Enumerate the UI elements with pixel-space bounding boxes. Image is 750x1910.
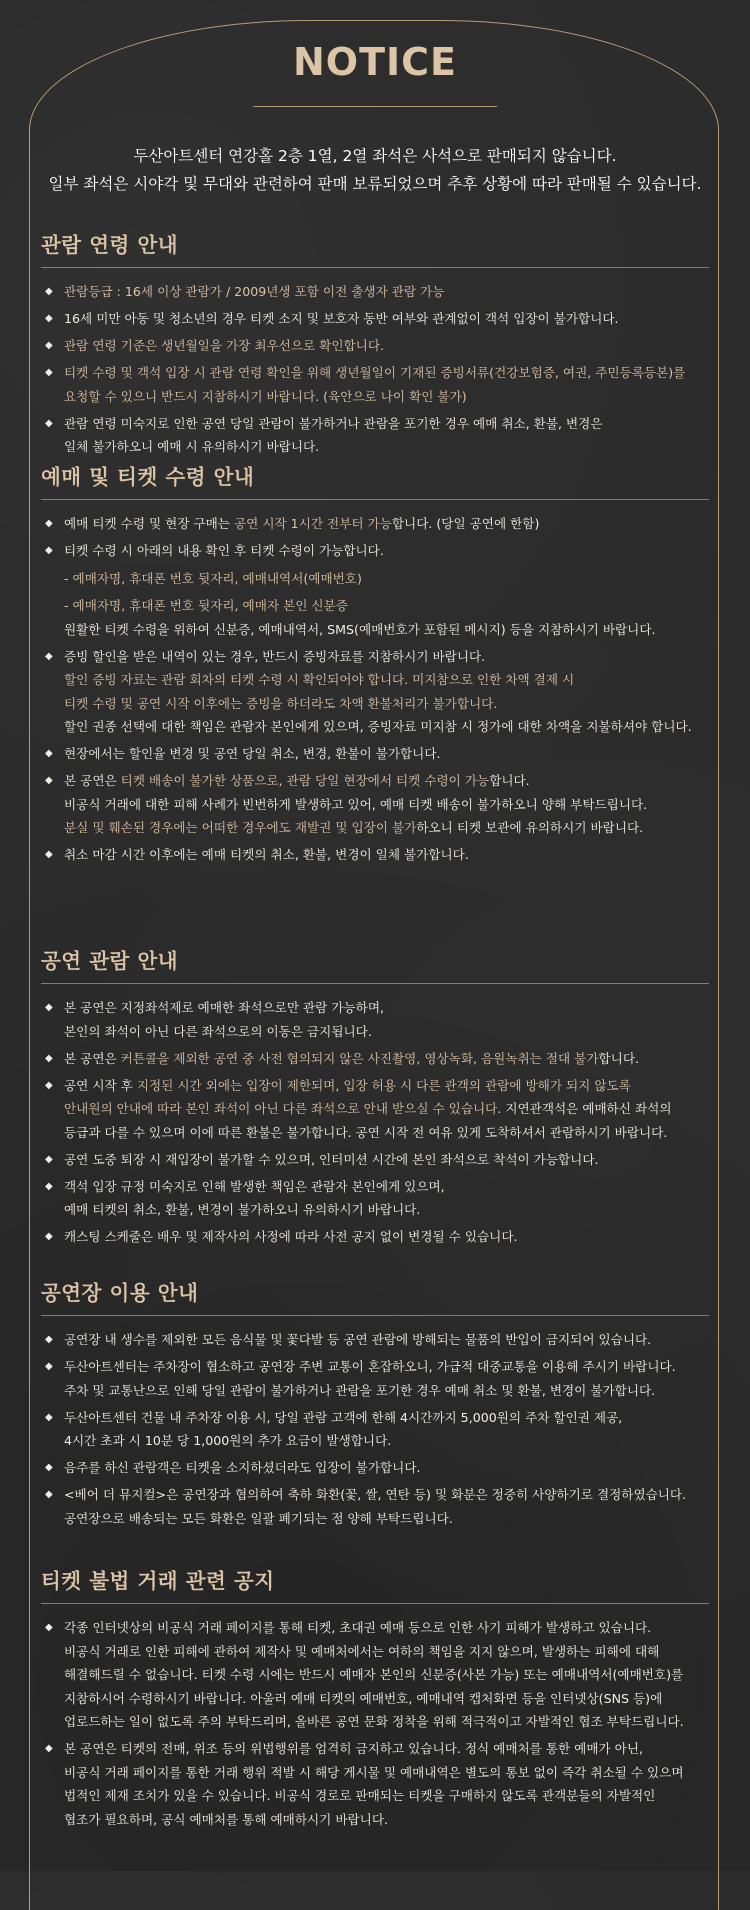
highlighted-text: 커튼콜을 제외한 공연 중 사전 협의되지 않은 사진촬영, 영상녹화, 음원녹취는 절대 불가 [120, 1050, 599, 1066]
notice-item-line [64, 843, 709, 867]
highlighted-text: 공연 시작 1시간 전부터 가능 [234, 516, 392, 531]
notice-item-line [64, 1761, 709, 1785]
notice-item-line [64, 280, 709, 304]
body-text: 예매 티켓 수령 및 현장 구매는 [64, 516, 235, 531]
section-list [41, 280, 709, 459]
body-text: 예매 티켓의 취소, 환불, 변경이 불가하오니 유의하시기 바랍니다. [64, 1202, 421, 1217]
notice-item-line [64, 668, 709, 692]
body-text: 객석 입장 규정 미숙지로 인해 발생한 책임은 관람자 본인에게 있으며, [64, 1178, 445, 1194]
notice-item-line [64, 692, 709, 716]
highlighted-text: 요청할 수 있으니 반드시 지참하시기 바랍니다. (육안으로 나이 확인 불가) [64, 388, 467, 404]
section-heading: 예매 및 티켓 수령 안내 [41, 460, 709, 500]
notice-item-line [64, 361, 709, 385]
section-list [41, 1328, 709, 1530]
notice-item-line [64, 1784, 709, 1808]
notice-title: NOTICE [292, 40, 457, 84]
body-text: 취소 마감 시간 이후에는 예매 티켓의 취소, 환불, 변경이 일체 불가합니다. [64, 847, 469, 862]
body-text: 음주를 하신 관람객은 티켓을 소지하셨더라도 입장이 불가합니다. [64, 1460, 421, 1475]
title-divider [253, 106, 497, 107]
body-text: 할인 권종 선택에 대한 책임은 관람자 본인에게 있으며, 증빙자료 미지참 시 정가에 대한 차액을 지불하셔야 합니다. [64, 719, 692, 734]
notice-intro [0, 142, 750, 198]
section-list [41, 512, 709, 867]
notice-item [41, 334, 709, 358]
body-text: 주차 및 교통난으로 인해 당일 관람이 불가하거나 관람을 포기한 경우 예매 취소 및 환불, 변경이 불가합니다. [64, 1382, 656, 1398]
notice-item [41, 1737, 709, 1831]
body-text: 증빙 할인을 받은 내역이 있는 경우, 반드시 증빙자료를 지참하시기 바랍니다. [64, 648, 486, 664]
highlighted-text: - 예매자명, 휴대폰 번호 뒷자리, 예매내역서(예매번호) [64, 570, 362, 586]
body-text: 본 공연은 [64, 773, 121, 788]
body-text: 두산아트센터 건물 내 주차장 이용 시, 당일 관람 고객에 한해 4시간까지 5,000원의 주차 할인권 제공, [64, 1409, 623, 1425]
body-text: 하오니 티켓 보관에 유의하시기 바랍니다. [416, 820, 644, 835]
notice-item [41, 1047, 709, 1071]
notice-item-line [64, 769, 709, 793]
notice-item-line [64, 793, 709, 817]
notice-item-line [64, 1406, 709, 1430]
notice-item-line [64, 307, 709, 331]
notice-item-line [64, 1483, 709, 1507]
notice-item [41, 1148, 709, 1172]
notice-item-line [64, 1121, 709, 1145]
notice-item-line [64, 645, 709, 669]
notice-item-line [64, 1456, 709, 1480]
highlighted-text: 안내원의 안내에 따라 본인 좌석이 아닌 다른 좌석으로 안내 받으실 수 있습니다. [64, 1101, 502, 1116]
notice-item-line [64, 1355, 709, 1379]
body-text: 등급과 다를 수 있으며 이에 따른 환불은 불가합니다. 공연 시작 전 여유 있게 도착하셔서 관람하시기 바랍니다. [64, 1124, 668, 1140]
highlighted-text: 티켓 수령 및 공연 시작 이후에는 증빙을 하더라도 차액 환불처리가 불가합니다. [64, 695, 498, 711]
notice-item-line [64, 1097, 709, 1121]
notice-item [41, 1616, 709, 1734]
section-heading: 공연 관람 안내 [41, 944, 709, 984]
section-ticket-guide [41, 460, 709, 870]
body-text: 티켓 수령 시 아래의 내용 확인 후 티켓 수령이 가능합니다. [64, 543, 384, 558]
body-text: 비공식 거래로 인한 피해에 관하여 제작사 및 예매처에서는 여하의 책임을 지지 않으며, 발생하는 피해에 대해 [64, 1643, 660, 1659]
notice-item-line [64, 1047, 709, 1071]
notice-item-line [64, 334, 709, 358]
notice-item-line [64, 1148, 709, 1172]
notice-item [41, 412, 709, 459]
notice-item [41, 996, 709, 1043]
body-text: 지연관객석은 예매하신 좌석의 [501, 1101, 672, 1116]
notice-item-line [64, 816, 709, 840]
section-performance-guide [41, 944, 709, 1252]
section-age-guide [41, 228, 709, 462]
body-text: 해결해드릴 수 없습니다. 티켓 수령 시에는 반드시 예매자 본인의 신분증(사본 가능) 또는 예매내역서(예매번호)를 [64, 1667, 684, 1682]
section-list [41, 1616, 709, 1831]
notice-item-line [64, 1225, 709, 1249]
notice-item-line [64, 996, 709, 1020]
section-heading: 공연장 이용 안내 [41, 1276, 709, 1316]
notice-item-line [64, 512, 709, 536]
notice-item [41, 1406, 709, 1453]
notice-item-line [64, 1640, 709, 1664]
body-text: 일체 불가하오니 예매 시 유의하시기 바랍니다. [64, 439, 320, 454]
body-text: 16세 미만 아동 및 청소년의 경우 티켓 소지 및 보호자 동반 여부와 관계없이 객석 입장이 불가합니다. [64, 311, 619, 326]
notice-item-line [64, 539, 709, 563]
body-text: 원활한 티켓 수령을 위하여 신분증, 예매내역서, SMS(예매번호가 포함된 메시지) 등을 지참하시기 바랍니다. [64, 621, 656, 637]
intro-line: 일부 좌석은 시야각 및 무대와 관련하여 판매 보류되었으며 추후 상황에 따라 판매될 수 있습니다. [48, 175, 702, 193]
body-text: 업로드하는 일이 없도록 주의 부탁드리며, 올바른 공연 문화 정착을 위해 적극적이고 자발적인 협조 부탁드립니다. [64, 1714, 684, 1729]
notice-item-line [64, 742, 709, 766]
highlighted-text: 관람등급 : 16세 이상 관람가 / 2009년생 포함 이전 출생자 관람 가능 [64, 284, 445, 299]
notice-item-line [64, 1175, 709, 1199]
highlighted-text: 할인 증빙 자료는 관람 회차의 티켓 수령 시 확인되어야 합니다. 미지참으로 인한 차액 결제 시 [64, 672, 575, 687]
highlighted-text: 분실 및 훼손된 경우에는 어떠한 경우에도 재발권 및 입장이 불가 [64, 820, 417, 835]
highlighted-text: 관람 연령 기준은 생년월일을 가장 최우선으로 확인합니다. [64, 338, 384, 353]
notice-item [41, 1355, 709, 1402]
notice-item [41, 843, 709, 867]
body-text: 본인의 좌석이 아닌 다른 좌석으로의 이동은 금지됩니다. [64, 1023, 372, 1039]
body-text: 공연 도중 퇴장 시 재입장이 불가할 수 있으며, 인터미션 시간에 본인 좌석으로 착석이 가능합니다. [64, 1151, 599, 1167]
notice-item-line [64, 1808, 709, 1832]
notice-item [41, 645, 709, 739]
notice-item [41, 539, 709, 641]
section-venue-guide [41, 1276, 709, 1534]
notice-item [41, 742, 709, 766]
notice-item-line [64, 1663, 709, 1687]
notice-item [41, 307, 709, 331]
highlighted-text: 티켓 수령 및 객석 입장 시 관람 연령 확인을 위해 생년월일이 기재된 증빙서류(건강보험증, 여권, 주민등록등본)를 [64, 365, 686, 380]
notice-item-line [64, 594, 709, 618]
body-text: 본 공연은 티켓의 전매, 위조 등의 위법행위를 엄격히 금지하고 있습니다. 정식 예매처를 통한 예매가 아닌, [64, 1741, 644, 1756]
notice-item-line [64, 1379, 709, 1403]
body-text: 본 공연은 [64, 1050, 121, 1066]
notice-item-line [64, 567, 709, 591]
section-heading: 관람 연령 안내 [41, 228, 709, 268]
highlighted-text: 지정된 시간 외에는 입장이 제한되며, 입장 허용 시 다른 관객의 관람에 방해가 되지 않도록 [136, 1077, 631, 1093]
notice-item [41, 1328, 709, 1352]
notice-item-line [64, 1328, 709, 1352]
section-heading: 티켓 불법 거래 관련 공지 [41, 1564, 709, 1604]
body-text: 본 공연은 지정좌석제로 예매한 좌석으로만 관람 가능하며, [64, 1000, 384, 1015]
body-text: 지참하시어 수령하시기 바랍니다. 아울러 예매 티켓의 예매번호, 예매내역 캡처화면 등을 인터넷상(SNS 등)에 [64, 1690, 663, 1706]
notice-item-line [64, 1616, 709, 1640]
highlighted-text: 티켓 배송이 불가한 상품으로, 관람 당일 현장에서 티켓 수령이 가능 [120, 773, 490, 788]
body-text: 협조가 필요하며, 공식 예매처를 통해 예매하시기 바랍니다. [64, 1811, 388, 1827]
body-text: 캐스팅 스케줄은 배우 및 제작사의 사정에 따라 사전 공지 없이 변경될 수 있습니다. [64, 1229, 518, 1244]
body-text: 비공식 거래 페이지를 통한 거래 행위 적발 시 해당 게시물 및 예매내역은 별도의 통보 없이 즉각 취소될 수 있으며 [64, 1764, 684, 1780]
notice-item-line [64, 1507, 709, 1531]
notice-item-line [64, 618, 709, 642]
body-text: 합니다. (당일 공연에 한함) [391, 516, 540, 531]
notice-item [41, 1074, 709, 1145]
notice-item-line [64, 412, 709, 436]
body-text: 4시간 초과 시 10분 당 1,000원의 추가 요금이 발생합니다. [64, 1433, 392, 1448]
notice-item-line [64, 1710, 709, 1734]
body-text: 합니다. [489, 773, 530, 788]
body-text: 비공식 거래에 대한 피해 사례가 빈번하게 발생하고 있어, 예매 티켓 배송이 불가하오니 양해 부탁드립니다. [64, 796, 648, 812]
intro-line: 두산아트센터 연강홀 2층 1열, 2열 좌석은 사석으로 판매되지 않습니다. [133, 147, 617, 165]
notice-item [41, 361, 709, 408]
notice-item-line [64, 435, 709, 459]
body-text: 관람 연령 미숙지로 인한 공연 당일 관람이 불가하거나 관람을 포기한 경우 예매 취소, 환불, 변경은 [64, 415, 603, 431]
body-text: 각종 인터넷상의 비공식 거래 페이지를 통해 티켓, 초대권 예매 등으로 인한 사기 피해가 발생하고 있습니다. [64, 1620, 652, 1635]
notice-item-line [64, 715, 709, 739]
body-text: 공연장으로 배송되는 모든 화환은 일괄 폐기되는 점 양해 부탁드립니다. [64, 1510, 453, 1526]
notice-item-line [64, 1020, 709, 1044]
body-text: 두산아트센터는 주차장이 협소하고 공연장 주변 교통이 혼잡하오니, 가급적 대중교통을 이용해 주시기 바랍니다. [64, 1359, 676, 1374]
body-text: 법적인 제재 조치가 있을 수 있습니다. 비공식 경로로 판매되는 티켓을 구매하지 않도록 관객분들의 자발적인 [64, 1788, 656, 1803]
notice-item-line [64, 1429, 709, 1453]
body-text: 공연장 내 생수를 제외한 모든 음식물 및 꽃다발 등 공연 관람에 방해되는 물품의 반입이 금지되어 있습니다. [64, 1332, 652, 1347]
notice-item [41, 1456, 709, 1480]
body-text: 현장에서는 할인율 변경 및 공연 당일 취소, 변경, 환불이 불가합니다. [64, 746, 441, 761]
body-text: 합니다. [598, 1050, 640, 1066]
notice-item [41, 1225, 709, 1249]
notice-item [41, 1175, 709, 1222]
notice-item [41, 512, 709, 536]
notice-item-line [64, 1198, 709, 1222]
section-illegal-trade-notice [41, 1564, 709, 1835]
notice-item-line [64, 385, 709, 409]
body-text: <베어 더 뮤지컬>은 공연장과 협의하여 축하 화환(꽃, 쌀, 연탄 등) 및 화분은 정중히 사양하기로 결정하였습니다. [64, 1487, 687, 1502]
notice-item-line [64, 1687, 709, 1711]
section-list [41, 996, 709, 1249]
notice-item [41, 769, 709, 840]
notice-item-line [64, 1737, 709, 1761]
body-text: 공연 시작 후 [64, 1077, 137, 1093]
notice-item-line [64, 1074, 709, 1098]
notice-item [41, 1483, 709, 1530]
highlighted-text: - 예매자명, 휴대폰 번호 뒷자리, 예매자 본인 신분증 [64, 598, 348, 613]
notice-item [41, 280, 709, 304]
